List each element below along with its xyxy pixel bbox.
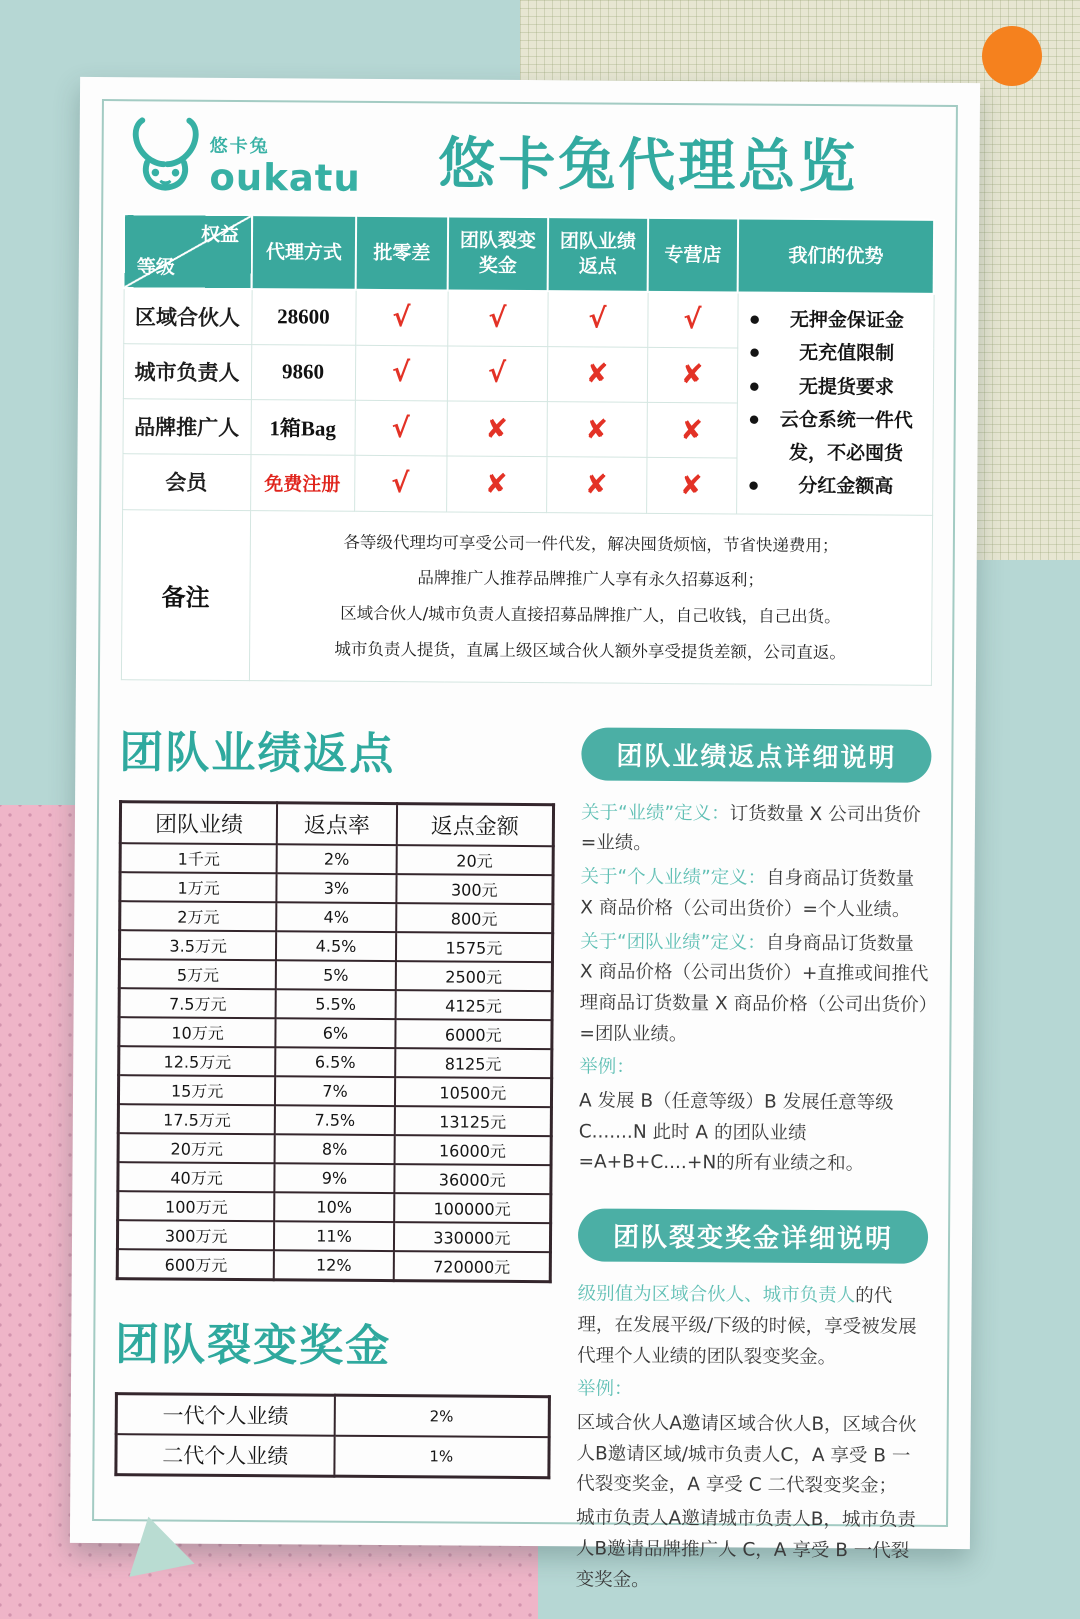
detail-paragraph: 城市负责人A邀请城市负责人B，城市负责人B邀请品牌推广人 C，A 享受 B 一代裂变奖金。 xyxy=(575,1507,917,1591)
cell: 12.5万元 xyxy=(119,1046,276,1076)
cross-icon: ✘ xyxy=(647,347,737,403)
column-header: 团队业绩 xyxy=(120,801,277,844)
cross-icon: ✘ xyxy=(646,402,736,458)
cell: 720000元 xyxy=(393,1251,550,1282)
rebate-header-row xyxy=(120,801,553,846)
column-header: 团队业绩返点 xyxy=(548,217,649,292)
table-row xyxy=(118,1191,551,1223)
check-icon: √ xyxy=(354,400,446,456)
table-row xyxy=(119,988,552,1020)
cell: 15万元 xyxy=(118,1075,275,1105)
advantage-item: ● 云仓系统一件代发，不必囤货 xyxy=(749,403,926,471)
corner-label-rights: 权益 xyxy=(200,223,240,246)
check-icon: √ xyxy=(354,456,446,512)
cell: 100000元 xyxy=(394,1193,551,1223)
remark-label: 备注 xyxy=(121,509,250,680)
poster-header xyxy=(123,113,936,207)
corner-label-level: 等级 xyxy=(136,256,175,279)
level-name: 会员 xyxy=(122,454,250,510)
column-header: 批零差 xyxy=(356,216,449,291)
cell: 2% xyxy=(277,844,397,874)
price-value: 9860 xyxy=(251,344,355,400)
cell: 20元 xyxy=(396,845,553,875)
cell: 2% xyxy=(334,1395,549,1437)
detail-paragraph: 关于“个人业绩”定义：自身商品订货数量 X 商品价格（公司出货价）=个人业绩。 xyxy=(580,866,915,921)
advantage-item: ● 无押金保证金 xyxy=(750,304,927,338)
cell: 1% xyxy=(334,1435,549,1477)
cell: 5万元 xyxy=(119,959,276,989)
brand-name-latin: oukatu xyxy=(209,155,361,200)
table-row xyxy=(116,1434,549,1478)
column-header: 代理方式 xyxy=(252,215,357,290)
cell: 40万元 xyxy=(118,1162,275,1192)
column-header: 我们的优势 xyxy=(738,218,935,293)
cell: 600万元 xyxy=(117,1249,274,1280)
detail-paragraph: 级别值为区域合伙人、城市负责人的代理，在发展平级/下级的时候，享受被发展代理个人业绩的团队裂变奖金。 xyxy=(577,1283,917,1368)
brand-name-chinese: 悠卡兔 xyxy=(209,135,270,158)
cell: 2500元 xyxy=(395,961,552,991)
check-icon: √ xyxy=(647,292,737,348)
table-row xyxy=(119,959,552,991)
rebate-table xyxy=(116,800,555,1283)
detail-paragraph: 举例： xyxy=(576,1378,633,1401)
cross-icon: ✘ xyxy=(646,458,736,514)
rebate-detail-title: 团队业绩返点详细说明 xyxy=(581,727,931,782)
table-row xyxy=(118,1075,551,1107)
remark-text xyxy=(249,510,932,685)
poster-card xyxy=(70,77,980,1591)
cell: 9% xyxy=(275,1163,395,1193)
table-row xyxy=(120,843,553,875)
check-icon: √ xyxy=(355,290,447,346)
cell: 17.5万元 xyxy=(118,1104,275,1134)
table-row xyxy=(117,1220,550,1252)
cell: 3.5万元 xyxy=(119,930,276,960)
detail-paragraph: A 发展 B（任意等级）B 发展任意等级 C.......N 此时 A 的团队业绩=A+B+C....+N的所有业绩之和。 xyxy=(578,1090,894,1175)
price-value: 免费注册 xyxy=(250,455,354,511)
agent-table-header-row xyxy=(124,214,934,294)
table-row xyxy=(118,1162,551,1194)
cell: 4% xyxy=(276,902,396,932)
advantage-item: ● 无充值限制 xyxy=(750,337,927,371)
corner-cell xyxy=(124,214,253,289)
cell: 20万元 xyxy=(118,1133,275,1163)
table-row xyxy=(119,930,552,962)
cell: 13125元 xyxy=(394,1106,551,1136)
fission-table xyxy=(114,1392,551,1479)
cell: 7.5万元 xyxy=(119,988,276,1018)
remark-line: 品牌推广人推荐品牌推广人享有永久招募返利； xyxy=(417,568,764,590)
cell: 2万元 xyxy=(120,901,277,931)
table-row xyxy=(120,872,553,904)
rebate-column xyxy=(114,712,556,1598)
cell: 300元 xyxy=(396,874,553,904)
cell: 100万元 xyxy=(118,1191,275,1221)
column-header: 团队裂变奖金 xyxy=(448,216,549,291)
cell: 一代个人业绩 xyxy=(116,1393,334,1435)
cell: 1千元 xyxy=(120,843,277,873)
detail-paragraph: 举例： xyxy=(579,1056,635,1079)
fission-detail-title: 团队裂变奖金详细说明 xyxy=(578,1209,928,1264)
cell: 4125元 xyxy=(395,990,552,1020)
advantages-list xyxy=(749,304,927,505)
table-row xyxy=(117,1249,550,1282)
cross-icon: ✘ xyxy=(446,401,546,457)
cell: 5.5% xyxy=(276,989,396,1019)
triangle-decoration xyxy=(112,1507,197,1593)
cell: 7.5% xyxy=(275,1105,395,1135)
advantage-item: ● 分红金额高 xyxy=(749,470,926,504)
check-icon: √ xyxy=(355,345,447,401)
cell: 10500元 xyxy=(395,1077,552,1107)
cell: 330000元 xyxy=(394,1222,551,1252)
brand-logo xyxy=(123,113,361,203)
cell: 36000元 xyxy=(394,1164,551,1194)
page-title: 悠卡兔代理总览 xyxy=(437,131,859,201)
cell: 1575元 xyxy=(396,932,553,962)
cell: 8125元 xyxy=(395,1048,552,1078)
table-row xyxy=(118,1104,551,1136)
level-name: 城市负责人 xyxy=(123,343,251,399)
check-icon: √ xyxy=(547,291,647,347)
cell: 二代个人业绩 xyxy=(116,1434,334,1476)
agent-overview-table xyxy=(120,213,935,685)
table-row xyxy=(118,1133,551,1165)
orange-circle-decoration xyxy=(982,26,1042,86)
column-header: 专营店 xyxy=(648,218,739,293)
cell: 10% xyxy=(274,1192,394,1222)
advantages-cell xyxy=(736,292,934,514)
column-header: 返点金额 xyxy=(396,803,553,846)
cell: 6000元 xyxy=(395,1019,552,1049)
cross-icon: ✘ xyxy=(547,346,647,402)
cross-icon: ✘ xyxy=(546,457,646,513)
check-icon: √ xyxy=(447,290,547,346)
cell: 7% xyxy=(275,1076,395,1106)
table-row xyxy=(120,901,553,933)
rabbit-icon xyxy=(123,113,208,202)
cell: 4.5% xyxy=(276,931,396,961)
cell: 10万元 xyxy=(119,1017,276,1047)
cell: 3% xyxy=(277,873,397,903)
cell: 6.5% xyxy=(275,1047,395,1077)
cross-icon: ✘ xyxy=(446,456,546,512)
cross-icon: ✘ xyxy=(546,402,646,458)
column-header: 返点率 xyxy=(277,803,397,845)
cell: 1万元 xyxy=(120,872,277,902)
fission-section-title: 团队裂变奖金 xyxy=(115,1318,392,1372)
remark-line: 各等级代理均可享受公司一件代发，解决囤货烦恼，节省快递费用； xyxy=(343,532,839,555)
cell: 16000元 xyxy=(394,1135,551,1165)
detail-paragraph: 区域合伙人A邀请区域合伙人B，区域合伙人B邀请区域/城市负责人C，A 享受 B 一代裂变奖金，A 享受 C 二代裂变奖金； xyxy=(576,1412,917,1498)
price-value: 1箱Bag xyxy=(250,400,354,456)
level-name: 区域合伙人 xyxy=(123,288,251,344)
remark-line: 城市负责人提货，直属上级区域合伙人额外享受提货差额，公司直返。 xyxy=(334,639,846,663)
remark-line: 区域合伙人/城市负责人直接招募品牌推广人，自己收钱，自己出货。 xyxy=(340,603,841,627)
rebate-section-title: 团队业绩返点 xyxy=(119,726,396,780)
table-row xyxy=(119,1046,552,1078)
table-row xyxy=(119,1017,552,1049)
advantage-item: ● 无提货要求 xyxy=(749,370,926,404)
cell: 8% xyxy=(275,1134,395,1164)
cell: 800元 xyxy=(396,903,553,933)
level-name: 品牌推广人 xyxy=(122,399,250,455)
cell: 11% xyxy=(274,1221,394,1251)
details-column xyxy=(576,715,932,1601)
cell: 300万元 xyxy=(117,1220,274,1250)
cell: 12% xyxy=(274,1250,394,1280)
detail-paragraph: 关于“团队业绩”定义：自身商品订货数量 X 商品价格（公司出货价）+直推或间推代理商品订货数量 X 商品价格（公司出货价）=团队业绩。 xyxy=(579,930,929,1045)
cell: 6% xyxy=(276,1018,396,1048)
price-value: 28600 xyxy=(251,289,355,345)
detail-paragraph: 关于“业绩”定义：订货数量 X 公司出货价=业绩。 xyxy=(580,802,921,855)
check-icon: √ xyxy=(447,346,547,402)
remark-row xyxy=(121,509,932,685)
cell: 5% xyxy=(276,960,396,990)
table-row xyxy=(116,1393,549,1437)
table-row xyxy=(123,288,933,349)
